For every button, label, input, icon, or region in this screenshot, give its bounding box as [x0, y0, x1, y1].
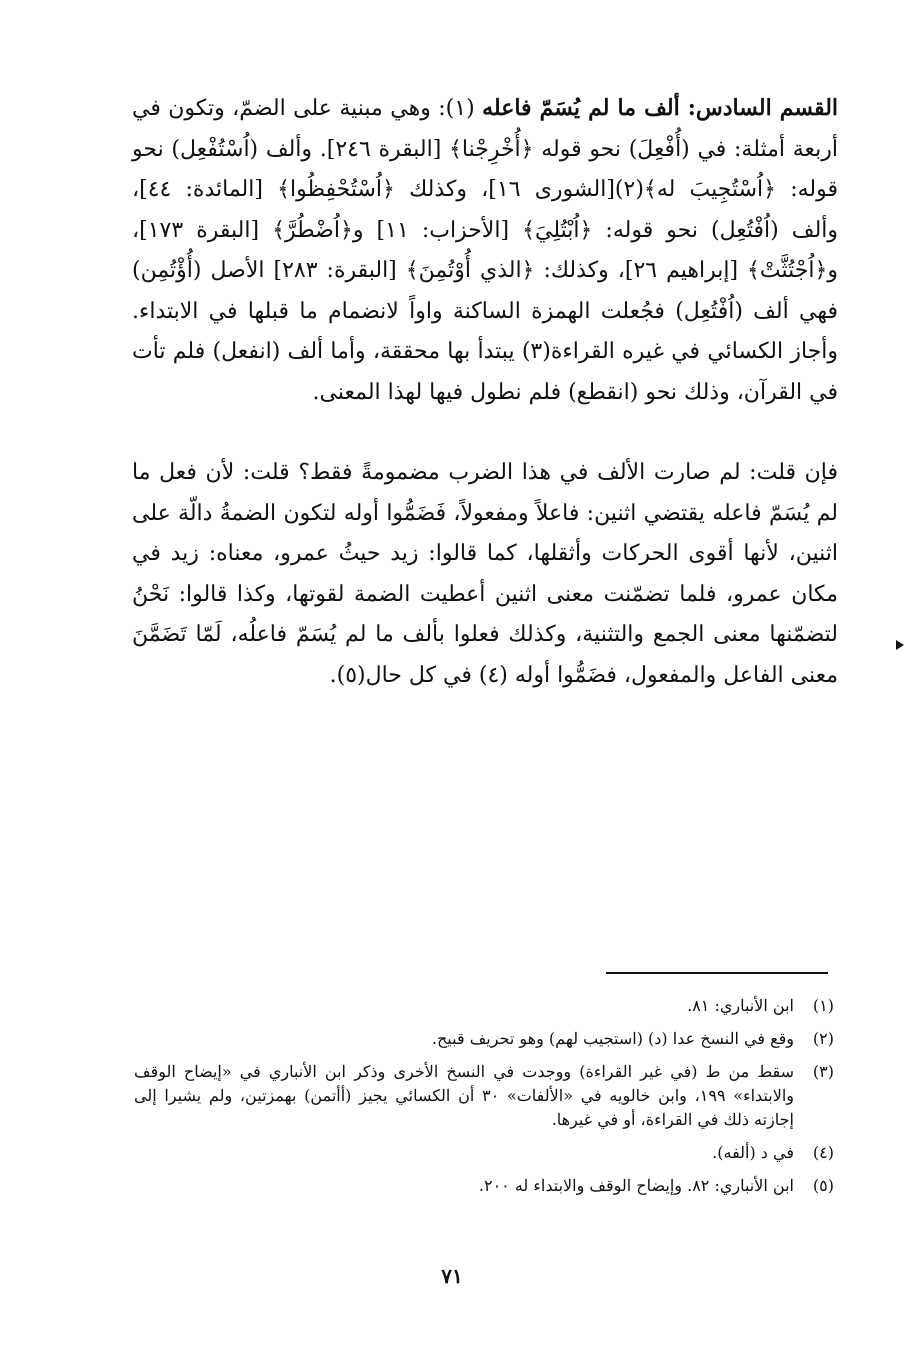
- margin-arrow-icon: [896, 640, 904, 650]
- paragraph-1-body: (١): وهي مبنية على الضمّ، وتكون في أربعة أمثلة: في (أُفْعِلَ) نحو قوله ﴿أُخْرِجْنا﴾ [البقرة ٢٤٦]. وألف (اُسْتُفْعِل) نحو قوله: ﴿اُسْتُجِيبَ له﴾(٢)[الشورى ١٦]، وكذلك ﴿اُسْتُحْفِظُوا﴾ [المائدة: ٤٤]، وألف (اُفْتُعِل) نحو قوله: ﴿اُبْتُلِيَ﴾ [الأحزاب: ١١] و﴿اُضْطُرَّ﴾ [البقرة ١٧٣]، و﴿اُجْتُثَّتْ﴾ [إبراهيم ٢٦]، وكذلك: ﴿الذي أُوْتُمِنَ﴾ [البقرة: ٢٨٣] الأصل (أُؤْتُمِن) فهي ألف (اُفْتُعِل) فجُعلت الهمزة الساكنة واواً لانضمام ما قبلها في الابتداء. وأجاز الكسائي في غيره القراءة(٣) يبتدأ بها محققة، وأما ألف (انفعل) فلم تأت في القرآن، وذلك نحو (انقطع) فلم نطول فيها لهذا المعنى.: [132, 96, 839, 405]
- page-number: ٧١: [441, 1264, 463, 1288]
- paragraph-2: فإن قلت: لم صارت الألف في هذا الضرب مضمومةً فقط؟ قلت: لأن فعل ما لم يُسَمّ فاعله يقتضي اثنين: فاعلاً ومفعولاً، فَضَمُّوا أوله لتكون الضمةُ دالّة على اثنين، لأنها أقوى الحركات وأثقلها، كما قالوا: زيد حيثُ عمرو، معناه: زيد في مكان عمرو، فلما تضمّنت معنى اثنين أعطيت الضمة لقوتها، وكذا قالوا: نَحْنُ لتضمّنها معنى الجمع والتثنية، وكذلك فعلوا بألف ما لم يُسَمّ فاعلُه، لَمّا تَضَمَّنَ معنى الفاعل والمفعول، فضَمُّوا أوله (٤) في كل حال(٥).: [132, 460, 838, 688]
- footnote-text: ابن الأنباري: ٨٢. وإيضاح الوقف والابتداء له ٢٠٠.: [478, 1176, 794, 1195]
- footnote-text: سقط من ط (في غير القراءة) ووجدت في النسخ الأخرى وذكر ابن الأنباري في «إيضاح الوقف والابتداء» ١٩٩، وابن خالويه في «الألفات» ٣٠ أن الكسائي يجيز (أأتمن) بهمزتين، ولم يشيرا إلى إجازته ذلك في القراءة، أو في غيرها.: [134, 1062, 795, 1129]
- footnote-text: في د (ألفه).: [712, 1143, 794, 1162]
- footnote-number: (١): [812, 996, 834, 1015]
- footnote-number: (٢): [812, 1029, 834, 1048]
- section-heading: القسم السادس: ألف ما لم يُسَمّ فاعله: [482, 95, 839, 121]
- footnote-text: ابن الأنباري: ٨١.: [687, 996, 794, 1015]
- main-text: [132, 88, 838, 696]
- footnote: [134, 994, 834, 1018]
- footnote-number: (٥): [812, 1176, 834, 1195]
- footnotes: [134, 994, 834, 1207]
- footnote-divider: [606, 972, 828, 974]
- footnote: [134, 1141, 834, 1165]
- footnote: [134, 1174, 834, 1198]
- footnote-number: (٣): [812, 1062, 834, 1081]
- footnote: [134, 1027, 834, 1051]
- footnote-text: وقع في النسخ عدا (د) (استجيب لهم) وهو تحريف قبيح.: [431, 1029, 794, 1048]
- paragraph-1: [132, 88, 838, 413]
- footnote: [134, 1060, 834, 1132]
- footnote-number: (٤): [812, 1143, 834, 1162]
